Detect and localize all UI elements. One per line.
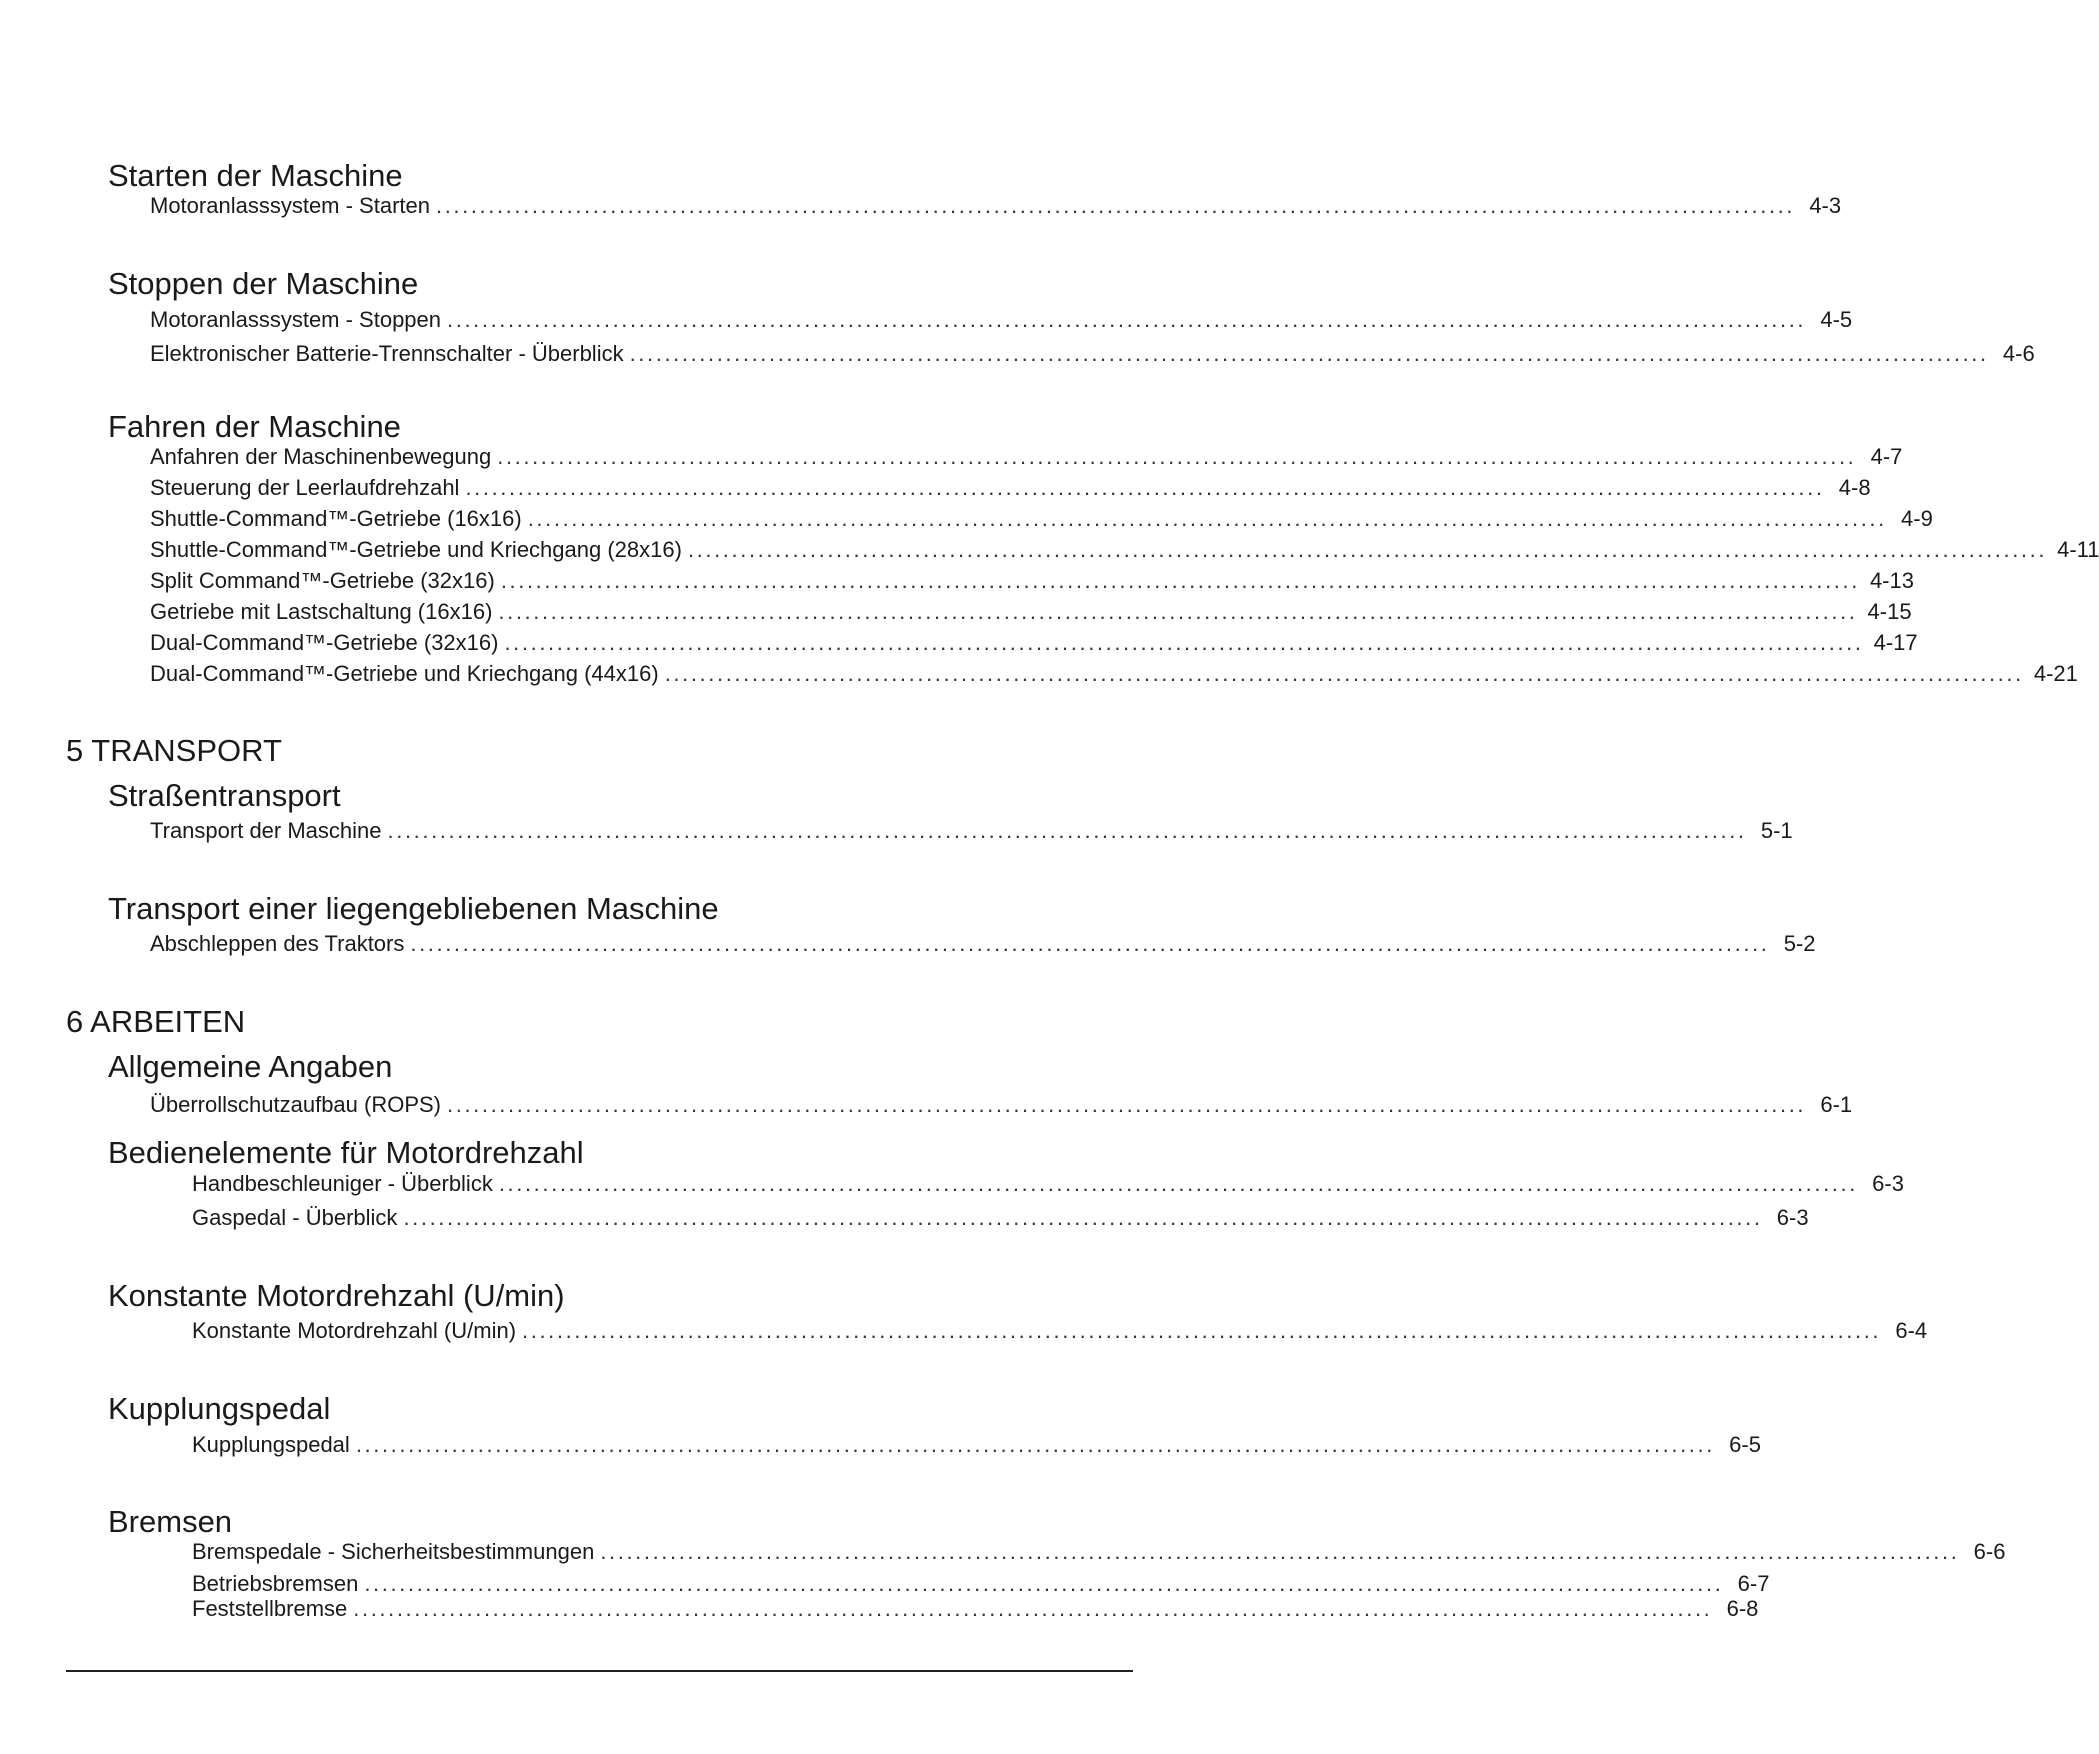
chapter-heading: 6 ARBEITEN xyxy=(66,1004,246,1039)
dot-leader: ............................................................................................................................................................ xyxy=(522,1318,1882,1343)
section-heading: Fahren der Maschine xyxy=(108,409,401,444)
dot-leader: ............................................................................................................................................................ xyxy=(504,630,1864,655)
toc-entry-title: Abschleppen des Traktors xyxy=(150,931,405,956)
dot-leader: ............................................................................................................................................................ xyxy=(447,307,1807,332)
toc-entry[interactable] xyxy=(192,1539,2006,1565)
toc-entry-title: Motoranlasssystem - Starten xyxy=(150,193,430,218)
toc-entry-title: Split Command™-Getriebe (32x16) xyxy=(150,568,495,593)
section-heading: Starten der Maschine xyxy=(108,158,403,193)
toc-entry[interactable] xyxy=(192,1205,1809,1231)
dot-leader: ............................................................................................................................................................ xyxy=(353,1596,1713,1621)
dot-leader: ............................................................................................................................................................ xyxy=(447,1092,1807,1117)
dot-leader: ............................................................................................................................................................ xyxy=(600,1539,1960,1564)
toc-entry-page: 6-3 xyxy=(1872,1171,1904,1196)
dot-leader: ............................................................................................................................................................ xyxy=(664,661,2024,686)
toc-entry-page: 4-3 xyxy=(1809,193,1842,218)
toc-entry-title: Transport der Maschine xyxy=(150,818,382,843)
toc-entry[interactable] xyxy=(150,537,2099,563)
toc-entry-page: 6-5 xyxy=(1729,1432,1761,1457)
toc-entry[interactable] xyxy=(150,630,1918,656)
toc-entry-title: Bremspedale - Sicherheitsbestimmungen xyxy=(192,1539,595,1564)
dot-leader: ............................................................................................................................................................ xyxy=(355,1432,1715,1457)
toc-entry-page: 4-8 xyxy=(1838,475,1871,500)
toc-entry[interactable] xyxy=(192,1171,1904,1197)
dot-leader: ............................................................................................................................................................ xyxy=(629,341,1989,366)
dot-leader: ............................................................................................................................................................ xyxy=(500,568,1860,593)
toc-entry[interactable] xyxy=(192,1432,1761,1458)
toc-entry-title: Elektronischer Batterie-Trennschalter - Überblick xyxy=(150,341,624,366)
toc-entry-page: 4-5 xyxy=(1820,307,1853,332)
toc-entry[interactable] xyxy=(150,818,1793,844)
toc-entry[interactable] xyxy=(150,599,1912,625)
toc-entry-title: Überrollschutzaufbau (ROPS) xyxy=(150,1092,442,1117)
toc-entry-page: 4-13 xyxy=(1869,568,1914,593)
section-heading: Bedienelemente für Motordrehzahl xyxy=(108,1135,584,1170)
toc-entry[interactable] xyxy=(150,1092,1853,1118)
toc-entry[interactable] xyxy=(150,444,1903,470)
dot-leader: ............................................................................................................................................................ xyxy=(498,1171,1858,1196)
toc-entry[interactable] xyxy=(150,931,1816,957)
toc-entry-title: Handbeschleuniger - Überblick xyxy=(192,1171,493,1196)
toc-entry-page: 6-4 xyxy=(1895,1318,1928,1343)
footer-divider xyxy=(66,1670,1133,1672)
dot-leader: ............................................................................................................................................................ xyxy=(364,1571,1724,1596)
toc-entry[interactable] xyxy=(192,1571,1770,1597)
toc-entry-page: 6-6 xyxy=(1973,1539,2006,1564)
toc-entry-title: Betriebsbremsen xyxy=(192,1571,359,1596)
section-heading: Transport einer liegengebliebenen Maschine xyxy=(108,891,719,926)
toc-entry-page: 5-1 xyxy=(1760,818,1793,843)
toc-entry-page: 4-17 xyxy=(1873,630,1918,655)
chapter-heading: 5 TRANSPORT xyxy=(66,733,282,768)
toc-entry-title: Getriebe mit Lastschaltung (16x16) xyxy=(150,599,493,624)
toc-entry-page: 6-1 xyxy=(1820,1092,1853,1117)
toc-entry-title: Feststellbremse xyxy=(192,1596,348,1621)
dot-leader: ............................................................................................................................................................ xyxy=(527,506,1887,531)
section-heading: Kupplungspedal xyxy=(108,1391,331,1426)
dot-leader: ............................................................................................................................................................ xyxy=(465,475,1825,500)
toc-entry-page: 4-11 xyxy=(2057,537,2099,562)
toc-entry-title: Konstante Motordrehzahl (U/min) xyxy=(192,1318,517,1343)
dot-leader: ............................................................................................................................................................ xyxy=(435,193,1796,218)
toc-entry[interactable] xyxy=(150,193,1842,219)
toc-entry-title: Kupplungspedal xyxy=(192,1432,350,1457)
section-heading: Stoppen der Maschine xyxy=(108,266,419,301)
toc-entry-title: Motoranlasssystem - Stoppen xyxy=(150,307,442,332)
toc-entry-title: Gaspedal - Überblick xyxy=(192,1205,398,1230)
section-heading: Bremsen xyxy=(108,1504,233,1539)
toc-entry[interactable] xyxy=(192,1318,1928,1344)
toc-entry[interactable] xyxy=(150,506,1933,532)
toc-entry-title: Anfahren der Maschinenbewegung xyxy=(150,444,492,469)
dot-leader: ............................................................................................................................................................ xyxy=(410,931,1770,956)
toc-entry[interactable] xyxy=(150,661,2078,687)
toc-entry-title: Steuerung der Leerlaufdrehzahl xyxy=(150,475,460,500)
toc-entry-page: 6-3 xyxy=(1776,1205,1809,1230)
toc-entry-page: 4-15 xyxy=(1867,599,1912,624)
toc-entry-title: Shuttle-Command™-Getriebe (16x16) xyxy=(150,506,522,531)
toc-entry[interactable] xyxy=(192,1596,1759,1622)
toc-entry-page: 6-7 xyxy=(1737,1571,1770,1596)
toc-entry-page: 4-9 xyxy=(1901,506,1933,531)
dot-leader: ............................................................................................................................................................ xyxy=(403,1205,1763,1230)
dot-leader: ............................................................................................................................................................ xyxy=(497,444,1857,469)
toc-entry-page: 4-6 xyxy=(2002,341,2035,366)
toc-entry[interactable] xyxy=(150,341,2035,367)
toc-entry-title: Shuttle-Command™-Getriebe und Kriechgang (28x16) xyxy=(150,537,682,562)
toc-entry-page: 4-7 xyxy=(1870,444,1903,469)
toc-entry-page: 6-8 xyxy=(1726,1596,1759,1621)
toc-entry[interactable] xyxy=(150,568,1914,594)
dot-leader: ............................................................................................................................................................ xyxy=(687,537,2048,562)
toc-entry[interactable] xyxy=(150,475,1871,501)
toc-entry-title: Dual-Command™-Getriebe (32x16) xyxy=(150,630,499,655)
dot-leader: ............................................................................................................................................................ xyxy=(498,599,1858,624)
section-heading: Konstante Motordrehzahl (U/min) xyxy=(108,1278,565,1313)
toc-entry[interactable] xyxy=(150,307,1853,333)
dot-leader: ............................................................................................................................................................ xyxy=(387,818,1747,843)
section-heading: Straßentransport xyxy=(108,778,341,813)
toc-entry-title: Dual-Command™-Getriebe und Kriechgang (44x16) xyxy=(150,661,659,686)
toc-entry-page: 4-21 xyxy=(2033,661,2078,686)
toc-entry-page: 5-2 xyxy=(1783,931,1816,956)
section-heading: Allgemeine Angaben xyxy=(108,1049,393,1084)
